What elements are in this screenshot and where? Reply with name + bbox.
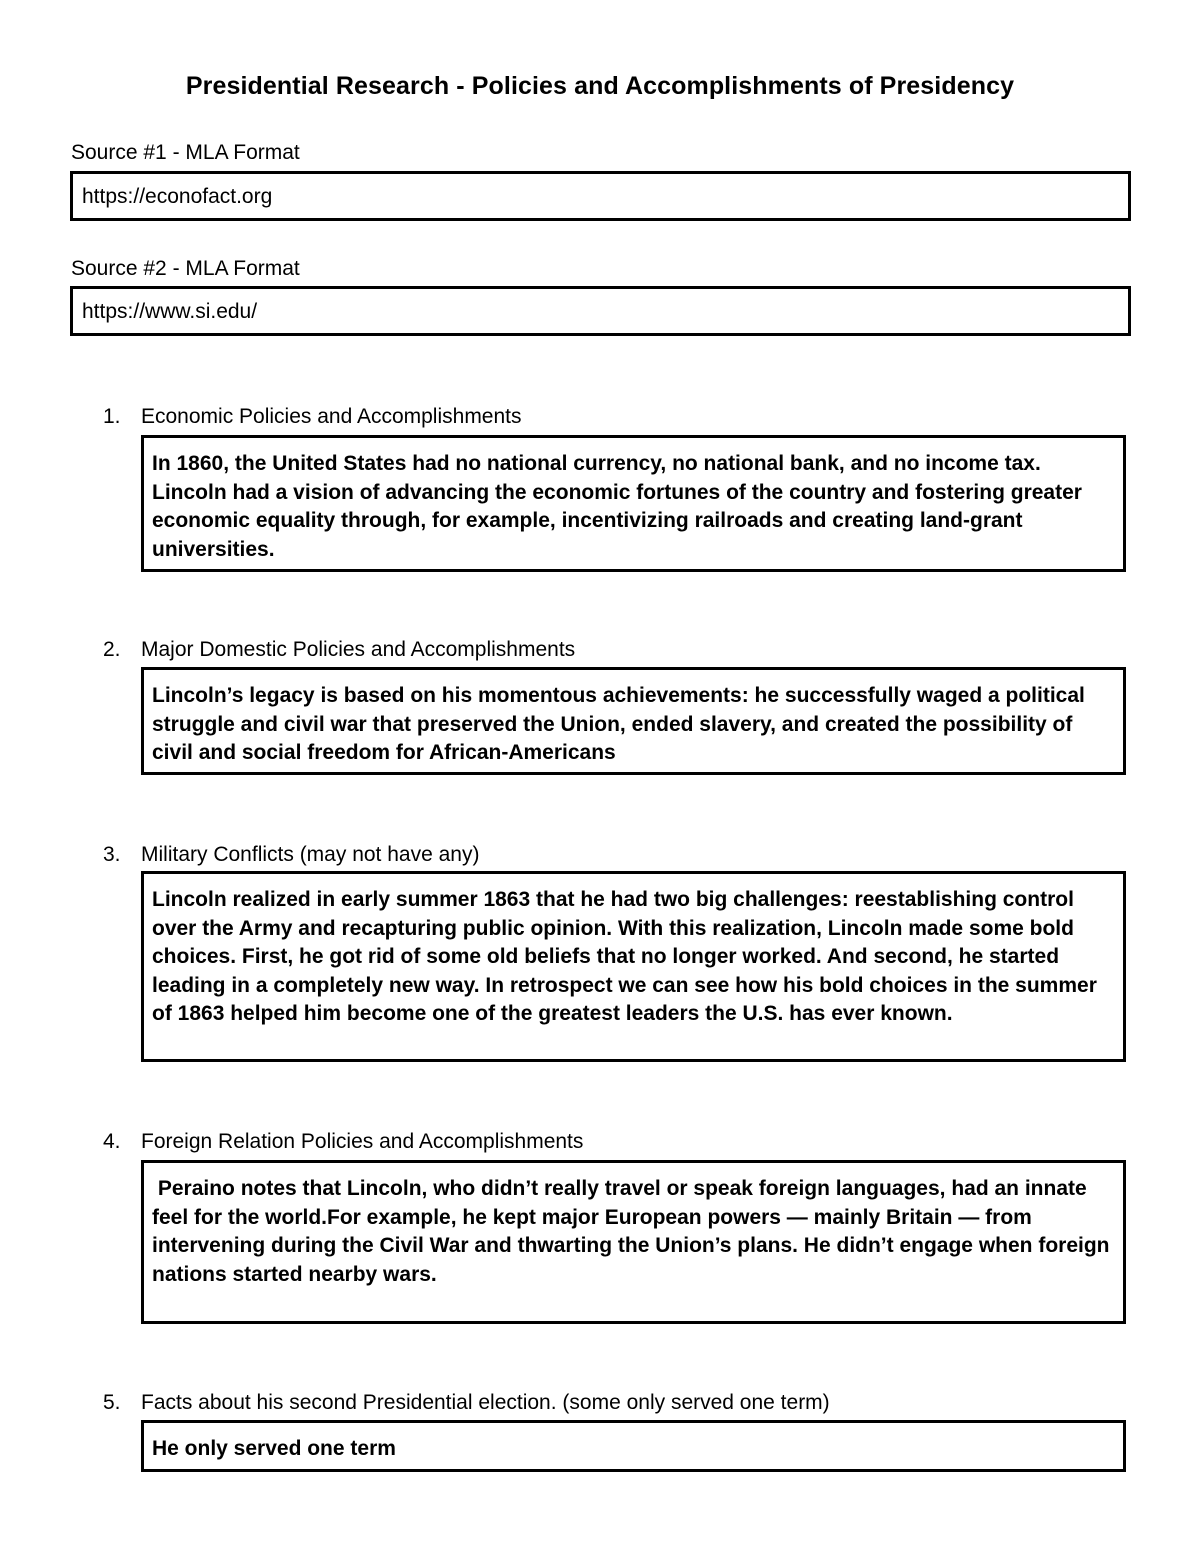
- answer-5-text: He only served one term: [152, 1437, 396, 1460]
- question-4-label: [103, 1130, 583, 1154]
- question-2-number: 2.: [103, 638, 121, 661]
- question-1-text: Economic Policies and Accomplishments: [141, 405, 522, 428]
- question-2-text: Major Domestic Policies and Accomplishments: [141, 638, 576, 661]
- question-5-label: [103, 1391, 830, 1415]
- answer-3-text: Lincoln realized in early summer 1863 that he had two big challenges: reestablishing control over the Army and recapturing public opinion. With this realization, Lincoln made some bold choices. First, he got rid of some old beliefs that no longer worked. And second, he started leading in a completely new way. In retrospect we can see how his bold choices in the summer of 1863 helped him become one of the greatest leaders the U.S. has ever known.: [152, 888, 1103, 1025]
- answer-1-text: In 1860, the United States had no national currency, no national bank, and no income tax. Lincoln had a vision of advancing the economic fortunes of the country and fostering greater economic equality through, for example, incentivizing railroads and creating land-grant universities.: [152, 452, 1088, 561]
- source-1-value: https://econofact.org: [82, 185, 273, 208]
- question-5-number: 5.: [103, 1391, 121, 1414]
- source-1-field[interactable]: [70, 171, 1131, 221]
- question-1-label: [103, 405, 522, 429]
- question-3-label: [103, 843, 479, 867]
- question-4-text: Foreign Relation Policies and Accomplishments: [141, 1130, 584, 1153]
- answer-2-field[interactable]: [141, 667, 1126, 775]
- answer-2-text: Lincoln’s legacy is based on his momentous achievements: he successfully waged a political struggle and civil war that preserved the Union, ended slavery, and created the possibility of civil and social freedom for African-Americans: [152, 684, 1091, 764]
- source-2-field[interactable]: [70, 286, 1131, 336]
- answer-3-field[interactable]: [141, 871, 1126, 1062]
- question-4-number: 4.: [103, 1130, 121, 1153]
- answer-4-text: Peraino notes that Lincoln, who didn’t really travel or speak foreign languages, had an innate feel for the world.For example, he kept major European powers — mainly Britain — from intervening during the Civil War and thwarting the Union’s plans. He didn’t engage when foreign nations started nearby wars.: [152, 1177, 1116, 1286]
- question-1-number: 1.: [103, 405, 121, 428]
- source-1-label: Source #1 - MLA Format: [71, 141, 300, 164]
- source-2-value: https://www.si.edu/: [82, 300, 258, 323]
- question-3-text: Military Conflicts (may not have any): [141, 843, 480, 866]
- question-3-number: 3.: [103, 843, 121, 866]
- question-2-label: [103, 638, 575, 662]
- page-title: Presidential Research - Policies and Accomplishments of Presidency: [185, 72, 1015, 100]
- answer-4-field[interactable]: [141, 1160, 1126, 1324]
- question-5-text: Facts about his second Presidential election. (some only served one term): [141, 1391, 830, 1414]
- source-2-label: Source #2 - MLA Format: [71, 257, 300, 280]
- answer-1-field[interactable]: [141, 435, 1126, 572]
- answer-5-field[interactable]: [141, 1420, 1126, 1472]
